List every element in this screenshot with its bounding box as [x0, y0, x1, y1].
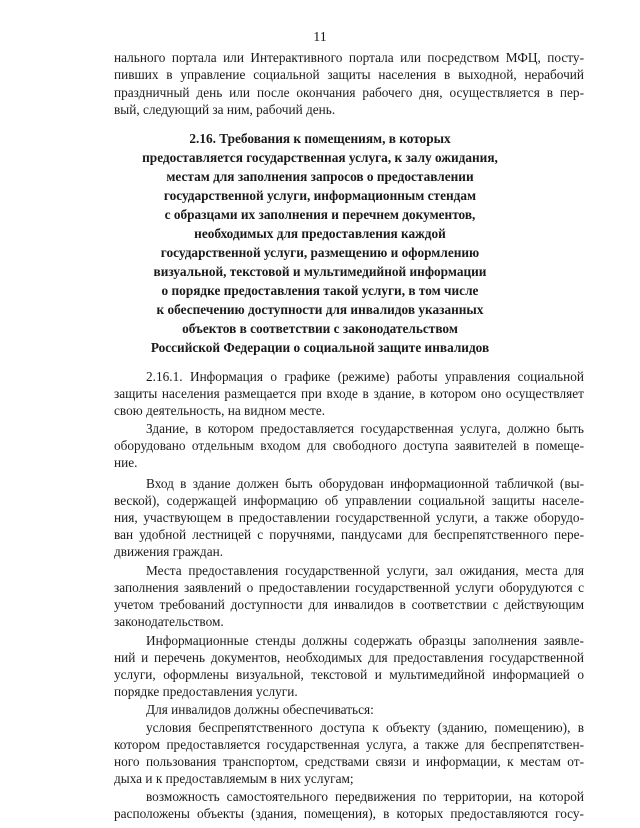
- text-line: порядке предоставления услуги.: [114, 684, 298, 699]
- heading-line: государственной услуги, информационным стендам: [163, 188, 477, 203]
- heading-line: местам для заполнения запросов о предоставлении: [166, 169, 474, 184]
- text-line: ние.: [114, 455, 138, 470]
- text-line: возможность самостоятельного передвижения по территории, на которой: [146, 789, 584, 804]
- text-line: Вход в здание должен быть оборудован информационной табличкой (вы-: [146, 476, 584, 491]
- heading-line: 2.16. Требования к помещениям, в которых: [189, 131, 451, 146]
- text-line: дыха и к предоставляемым в них услугам;: [114, 771, 354, 786]
- text-line: оборудовано отдельным входом для свободного доступа заявителей в помеще-: [114, 438, 584, 453]
- text-line: ния, участвующем в предоставлении государственной услуги, а также оборудо-: [114, 510, 584, 525]
- text-line: веской), содержащей информацию об управлении социальной защиты населе-: [114, 493, 584, 508]
- text-line: движения граждан.: [114, 544, 224, 559]
- heading-line: предоставляется государственная услуга, к залу ожидания,: [142, 150, 498, 165]
- text-line: Места предоставления государственной услуги, зал ожидания, места для: [146, 563, 584, 578]
- text-line: котором предоставляется государственная услуга, а также для беспрепятствен-: [114, 737, 584, 752]
- heading-line: к обеспечению доступности для инвалидов указанных: [156, 302, 484, 317]
- text-line: свою деятельность, на видном месте.: [114, 403, 326, 418]
- text-line: расположены объекты (здания, помещения), в которых предоставляются госу-: [114, 806, 584, 821]
- text-line: 2.16.1. Информация о графике (режиме) работы управления социальной: [146, 369, 584, 384]
- heading-line: Российской Федерации о социальной защите инвалидов: [150, 340, 490, 355]
- heading-line: государственной услуги, размещению и оформлению: [160, 245, 480, 260]
- heading-line: о порядке предоставления такой услуги, в том числе: [161, 283, 479, 298]
- heading-line: с образцами их заполнения и перечнем документов,: [164, 207, 476, 222]
- text-line: ного пользования транспортом, средствами связи и информации, к местам от-: [114, 754, 584, 769]
- text-line: защиты населения размещается при входе в здание, в котором оно осуществляет: [114, 386, 584, 401]
- text-line: условия беспрепятственного доступа к объекту (зданию, помещению), в: [146, 720, 584, 735]
- text-line: ван удобной лестницей с поручнями, пандусами для беспрепятственного пере-: [114, 527, 584, 542]
- text-line: нального портала или Интерактивного портала или посредством МФЦ, посту-: [114, 50, 584, 65]
- heading-line: объектов в соответствии с законодательством: [182, 321, 458, 336]
- text-line: Здание, в котором предоставляется государственная услуга, должно быть: [146, 421, 584, 436]
- text-line: учетом требований доступности для инвалидов в соответствии с действующим: [114, 597, 584, 612]
- text-line: законодательством.: [114, 614, 224, 629]
- text-line: заполнения заявлений о предоставлении государственной услуги оборудуются с: [114, 580, 584, 595]
- page-number: 11: [313, 30, 327, 45]
- text-line: пивших в управление социальной защиты населения в выходной, нерабочий: [114, 67, 584, 82]
- text-line: ний и перечень документов, необходимых для предоставления государственной: [114, 650, 584, 665]
- text-line: вый, следующий за ним, рабочий день.: [114, 102, 336, 117]
- text-line: услуги, оформлены визуальной, текстовой и мультимедийной информацией о: [114, 667, 584, 682]
- text-line: Для инвалидов должны обеспечиваться:: [146, 702, 374, 717]
- heading-line: необходимых для предоставления каждой: [194, 226, 446, 241]
- heading-line: визуальной, текстовой и мультимедийной информации: [153, 264, 487, 279]
- text-line: Информационные стенды должны содержать образцы заполнения заявле-: [146, 633, 584, 648]
- text-line: праздничный день или после окончания рабочего дня, осуществляется в пер-: [114, 85, 584, 100]
